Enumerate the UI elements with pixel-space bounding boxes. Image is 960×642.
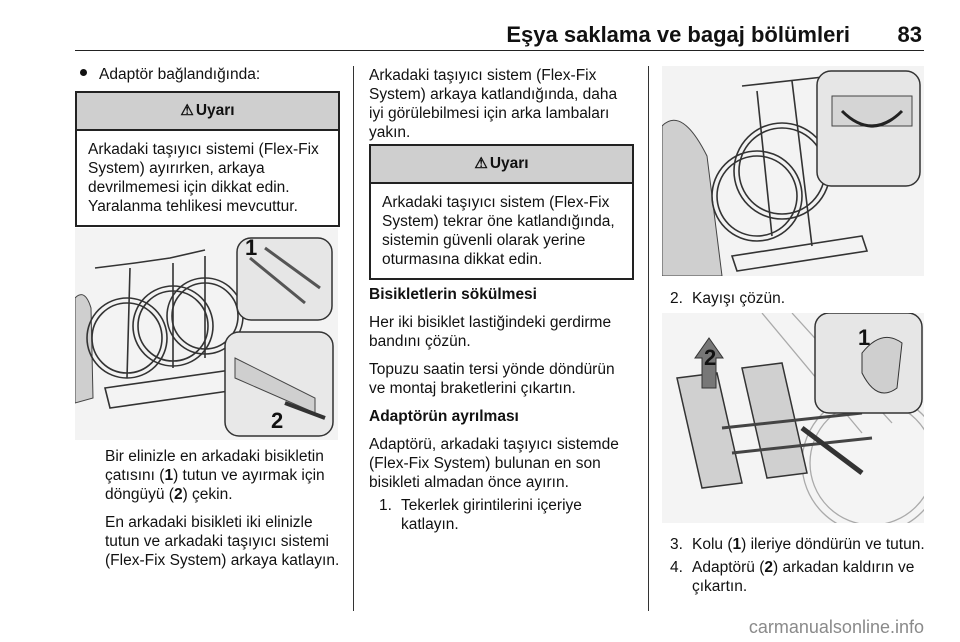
folded-carrier-illustration [662,66,924,276]
bike-carrier-figure [75,228,338,440]
bullet-item [80,66,260,84]
warning-triangle-icon: ⚠ [180,102,194,119]
figure-callout-1: 1 [245,235,258,260]
text-run: Bir elinizle en arkadaki bisikletin çatısını ( [105,448,324,484]
text-run: ) ileriye döndürün ve tutun. [741,536,925,553]
figure-callout-2: 2 [704,345,717,370]
text-run: ) arkadan kaldırın ve çıkartın. [692,559,915,595]
ref-number: 2 [173,486,183,503]
warning-box-middle [369,144,634,280]
page-header [0,0,960,52]
warning-title: Uyarı [489,155,529,172]
section1-paragraph-2: Topuzu saatin tersi yönde döndürün ve montaj braketlerini çıkartın. [369,361,615,397]
bike-carrier-illustration [75,228,338,440]
adapter-removal-illustration [662,313,924,523]
left-paragraph-2: En arkadaki bisikleti iki elinizle tutun ve arkadaki taşıyıcı sistemi (Flex-Fix System) arkaya katlayın. [105,514,340,569]
section2-paragraph-1: Adaptörü, arkadaki taşıyıcı sistemde (Flex-Fix System) bulunan en son bisikleti almadan önce ayırın. [369,436,619,491]
text-run: ) tutun ve ayırmak için döngüyü ( [105,467,325,503]
watermark: carmanualsonline.info [748,617,924,637]
bullet-text: Adaptör bağlandığında: [99,66,261,83]
figure-callout-2: 2 [271,408,284,433]
figure-callout-1: 1 [858,325,871,350]
text-run: ) çekin. [182,486,233,503]
text-run: Kolu ( [692,536,733,553]
step-list-middle [379,496,635,534]
step-number: 3. [670,536,683,553]
adapter-removal-figure [662,313,924,523]
section-heading-detach-adapter: Adaptörün ayrılması [369,408,519,425]
ref-number: 1 [164,467,174,484]
step-list-right-b [670,535,932,596]
left-body-text [105,447,345,579]
step-2 [670,289,930,308]
warning-text: Arkadaki taşıyıcı sistem (Flex-Fix System) tekrar öne katlandığında, sistemin güvenli olarak yerine oturmasına dikkat edin. [382,194,615,268]
step-list-right-a [670,289,930,308]
section1-paragraph-1: Her iki bisiklet lastiğindeki gerdirme bandını çözün. [369,314,612,350]
step-number: 2. [670,290,683,307]
step-number: 4. [670,559,683,576]
middle-sections [369,285,635,536]
warning-text: Arkadaki taşıyıcı sistemi (Flex-Fix System) ayırırken, arkaya devrilmemesi için dikkat edin. Yaralanma tehlikesi mevcuttur. [88,141,319,215]
header-rule [75,50,924,51]
step-text: Kayışı çözün. [692,290,786,307]
ref-number: 1 [732,536,742,553]
step-1 [379,496,635,534]
page-number: 83 [897,22,922,47]
ref-number: 2 [764,559,774,576]
step-text: Tekerlek girintilerini içeriye katlayın. [401,497,582,533]
right-step-2 [670,289,930,310]
right-steps-3-4 [670,535,932,598]
intro-text: Arkadaki taşıyıcı sistem (Flex-Fix System) arkaya katlandığında, daha iyi görülebilmesi için arka lambaları yakın. [369,67,618,141]
section-heading-remove-bikes: Bisikletlerin sökülmesi [369,286,537,303]
middle-intro [369,66,633,151]
left-paragraph-1 [105,447,345,504]
folded-carrier-figure [662,66,924,276]
warning-title: Uyarı [195,102,235,119]
warning-header [371,146,632,184]
step-number: 1. [379,497,392,514]
column-divider-right [648,66,649,611]
bullet-dot [80,69,87,76]
page-title: Eşya saklama ve bagaj bölümleri [506,22,850,47]
warning-header [77,93,338,131]
column-divider-left [353,66,354,611]
step-4 [670,558,932,596]
warning-box-left [75,91,340,227]
warning-triangle-icon: ⚠ [474,155,488,172]
text-run: Adaptörü ( [692,559,765,576]
step-3 [670,535,932,554]
